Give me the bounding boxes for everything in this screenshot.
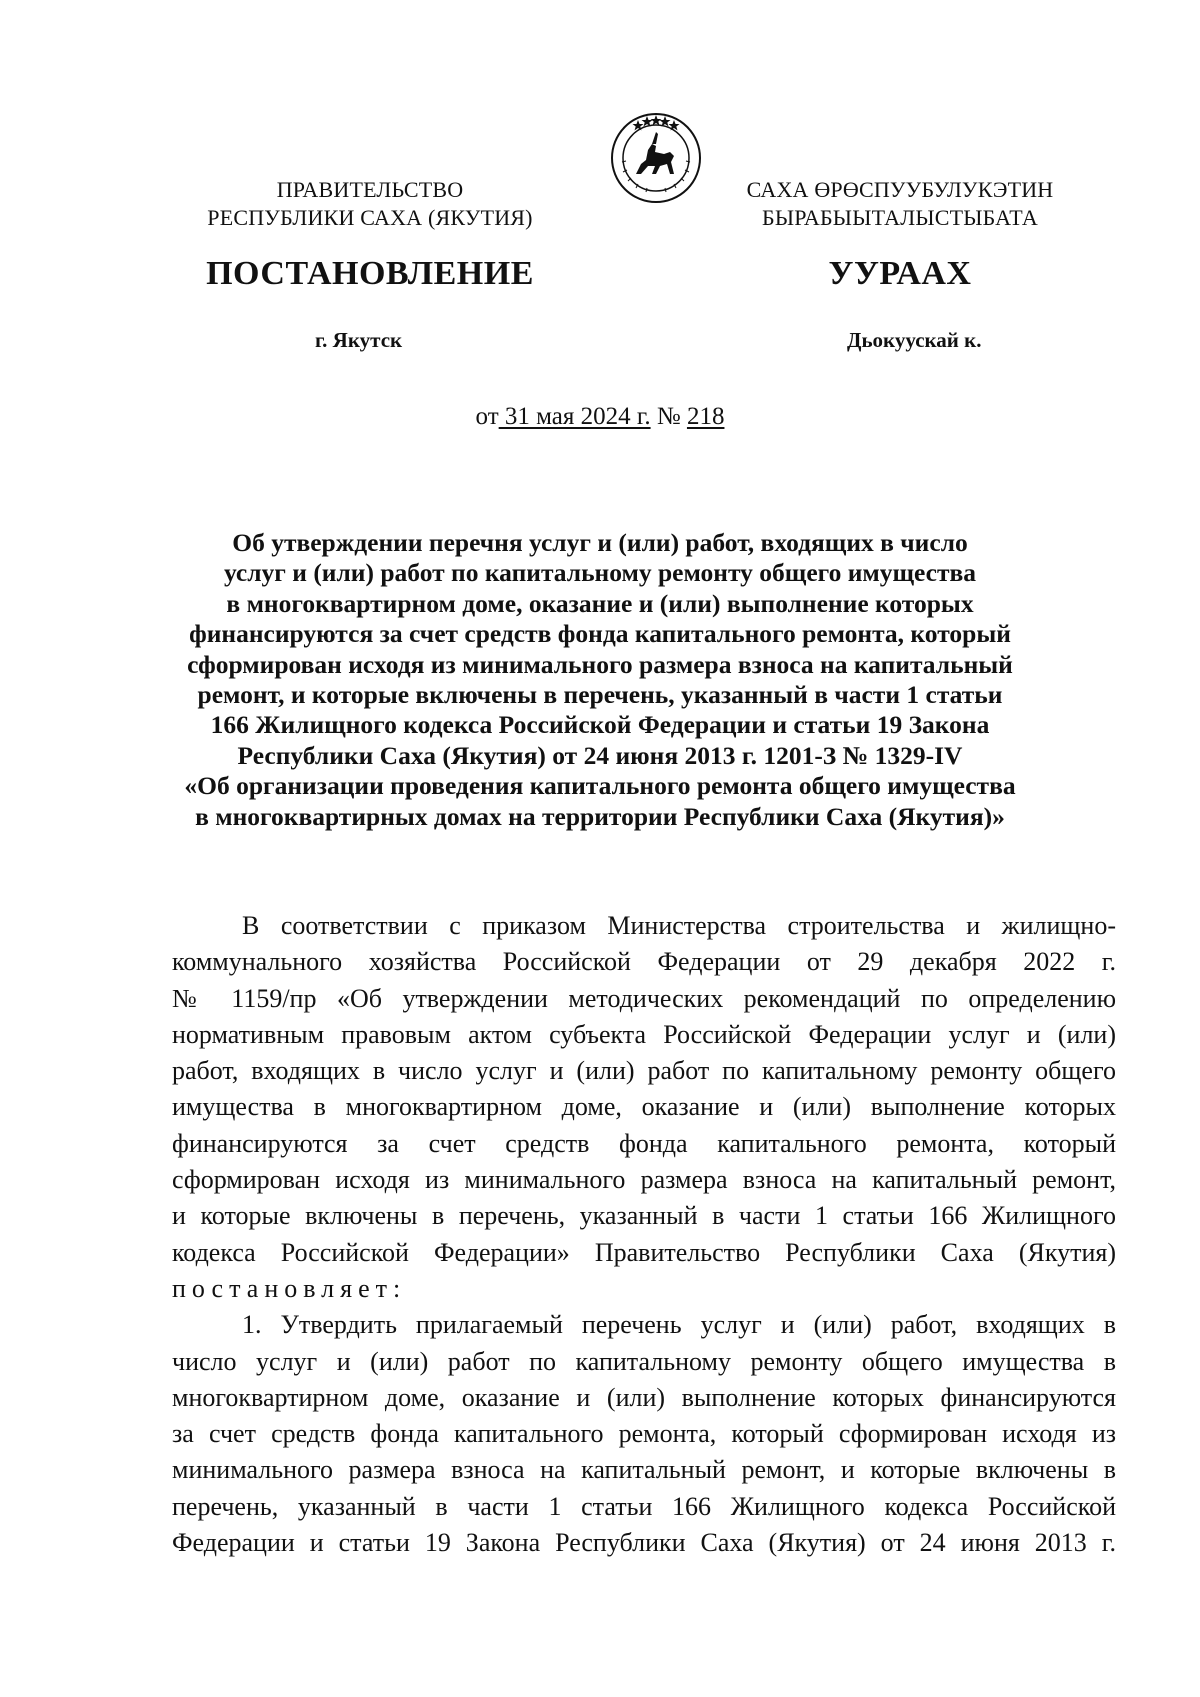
issuer-line: САХА ӨРӨСПУУБУЛУКЭТИН: [746, 177, 1054, 202]
title-line: в многоквартирном доме, оказание и (или) выполнение которых: [226, 588, 974, 618]
body-line: многоквартирном доме, оказание и (или) выполнение которых финансируются: [172, 1382, 1116, 1412]
decree-date: 31 мая 2024 г.: [498, 403, 651, 430]
body-line: В соответствии с приказом Министерства строительства и жилищно-: [242, 911, 1116, 940]
title-line: финансируются за счет средств фонда капитального ремонта, который: [189, 619, 1011, 649]
body-line: Федерации и статьи 19 Закона Республики Саха (Якутия) от 24 июня 2013 г.: [172, 1528, 1116, 1558]
decree-word: постановляет:: [172, 1273, 407, 1303]
title-line: Об утверждении перечня услуг и (или) работ, входящих в число: [232, 528, 968, 557]
date-and-number-line: [0, 403, 1200, 431]
title-line: «Об организации проведения капитального ремонта общего имущества: [184, 771, 1016, 801]
body-line: финансируются за счет средств фонда капитального ремонта, который: [172, 1128, 1116, 1158]
issuer-line: ПРАВИТЕЛЬСТВО: [276, 177, 464, 202]
body-line: 1. Утвердить прилагаемый перечень услуг и (или) работ, входящих в: [242, 1310, 1116, 1340]
title-line: услуг и (или) работ по капитальному ремонту общего имущества: [223, 558, 977, 588]
body-line: имущества в многоквартирном доме, оказание и (или) выполнение которых: [172, 1092, 1116, 1122]
preamble-paragraph: [172, 908, 1116, 1561]
issuer-name-russian: [160, 176, 580, 232]
body-line: число услуг и (или) работ по капитальному ремонту общего имущества в: [172, 1346, 1116, 1376]
body-line: кодекса Российской Федерации» Правительство Республики Саха (Якутия): [172, 1237, 1116, 1267]
document-type-russian: ПОСТАНОВЛЕНИЕ: [206, 255, 534, 292]
document-type-yakut: УУРААХ: [828, 255, 972, 292]
body-line: работ, входящих в число услуг и (или) работ по капитальному ремонту общего: [172, 1056, 1116, 1086]
body-line: сформирован исходя из минимального размера взноса на капитальный ремонт,: [172, 1165, 1116, 1195]
title-line: ремонт, и которые включены в перечень, указанный в части 1 статьи: [197, 680, 1003, 710]
body-line: нормативным правовым актом субъекта Российской Федерации услуг и (или): [172, 1019, 1116, 1049]
issuer-line: РЕСПУБЛИКИ САХА (ЯКУТИЯ): [207, 205, 533, 230]
city-russian: г. Якутск: [315, 328, 403, 352]
title-line: сформирован исходя из минимального размера взноса на капитальный: [187, 649, 1013, 679]
body-line: перечень, указанный в части 1 статьи 166 Жилищного кодекса Российской: [172, 1491, 1116, 1521]
body-line: и которые включены в перечень, указанный в части 1 статьи 166 Жилищного: [172, 1201, 1116, 1231]
issuer-name-yakut: [690, 176, 1110, 232]
title-line: 166 Жилищного кодекса Российской Федерации и статьи 19 Закона: [210, 710, 990, 740]
date-prefix: от: [475, 403, 499, 430]
number-label: №: [650, 403, 687, 430]
document-title: [170, 528, 1030, 832]
body-line: коммунального хозяйства Российской Федерации от 29 декабря 2022 г.: [172, 947, 1116, 977]
title-line: Республики Саха (Якутия) от 24 июня 2013 г. 1201-З № 1329-IV: [237, 740, 963, 770]
title-line: в многоквартирных домах на территории Республики Саха (Якутия)»: [195, 801, 1005, 831]
body-line: № 1159/пр «Об утверждении методических рекомендаций по определению: [172, 983, 1116, 1013]
body-line: минимального размера взноса на капитальный ремонт, и которые включены в: [172, 1455, 1116, 1485]
body-line: за счет средств фонда капитального ремонта, который сформирован исходя из: [172, 1419, 1116, 1449]
city-yakut: Дьокуускай к.: [847, 328, 982, 352]
issuer-line: БЫРАБЫЫТАЛЫСТЫБАТА: [762, 205, 1038, 230]
decree-number: 218: [686, 403, 725, 430]
